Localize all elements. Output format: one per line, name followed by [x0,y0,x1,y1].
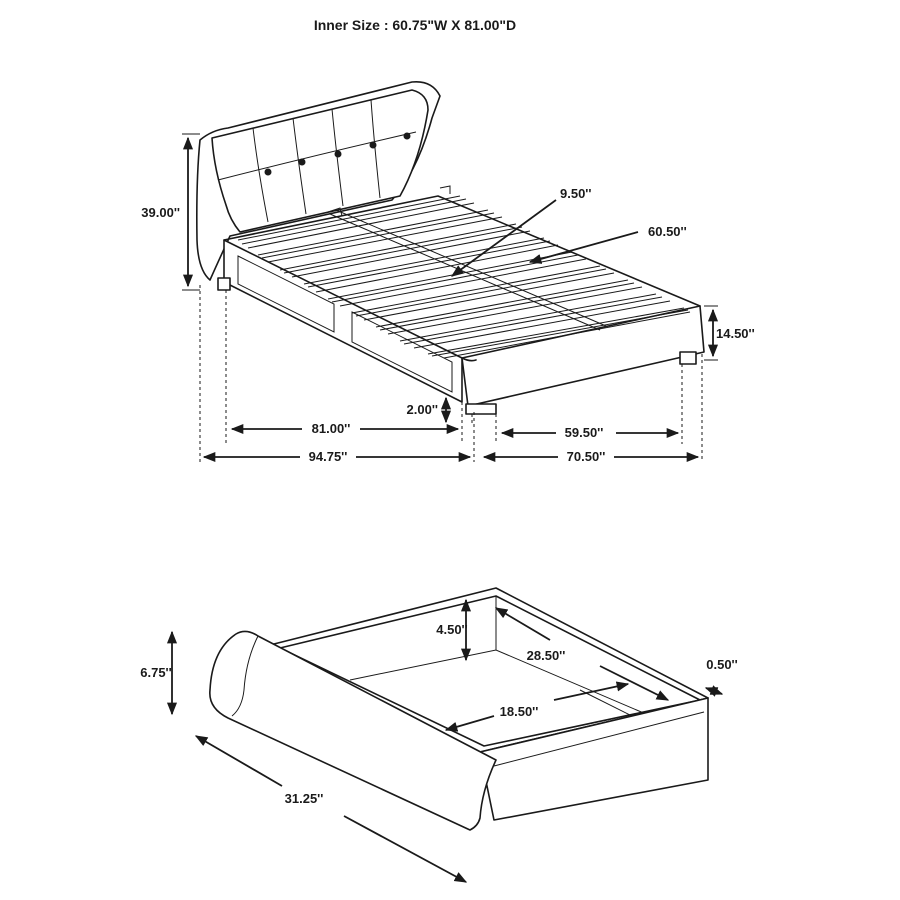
wall-thickness-label: 0.50'' [706,657,738,672]
overall-length-label: 94.75'' [308,449,348,464]
drawer-inner-length-label: 28.50'' [526,648,566,663]
leg-head [218,278,230,290]
leg-back [680,352,696,364]
inner-width-label: 60.50'' [648,224,687,239]
clearance-label: 2.00'' [406,402,438,417]
drawer-height-label: 6.75'' [140,665,172,680]
slat-gap-label: 9.50'' [560,186,592,201]
inner-length-label: 81.00'' [311,421,351,436]
drawer-depth-label: 4.50'' [436,622,468,637]
overall-width-label: 70.50'' [566,449,606,464]
footboard [462,306,704,406]
side-height-label: 14.50'' [716,326,755,341]
wall-thickness-arrow [706,688,722,694]
drawer-overall-length-label: 31.25'' [284,791,324,806]
bed-illustration [197,82,704,414]
diagram-title: Inner Size : 60.75"W X 81.00"D [313,17,517,33]
headboard-cushion [212,90,428,232]
bed-height-label: 39.00'' [141,205,180,220]
leg-span-label: 59.50'' [564,425,604,440]
drawer-inner-width-label: 18.50'' [499,704,539,719]
leg-front [466,404,496,414]
